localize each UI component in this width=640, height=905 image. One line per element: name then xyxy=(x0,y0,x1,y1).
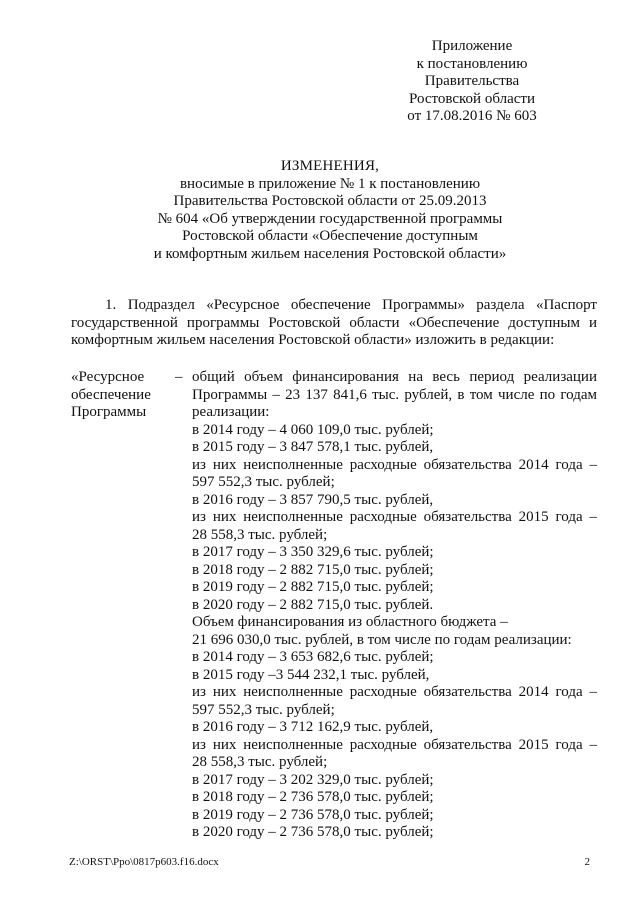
title-line: и комфортным жильем населения Ростовской области» xyxy=(153,245,507,262)
title-line: № 604 «Об утверждении государственной программы xyxy=(157,210,503,227)
content-line: 28 558,3 тыс. рублей; xyxy=(192,526,328,543)
content-line: в 2014 году – 4 060 109,0 тыс. рублей; xyxy=(192,421,434,438)
document-title xyxy=(120,158,540,264)
content-line: из них неисполненные расходные обязательства 2014 года – xyxy=(192,684,597,700)
appendix-line: Приложение xyxy=(431,38,513,54)
content-line: в 2018 году – 2 736 578,0 тыс. рублей; xyxy=(192,789,434,805)
content-line: из них неисполненные расходные обязательства 2015 года – xyxy=(192,736,597,753)
content-line: в 2015 году –3 544 232,1 тыс. рублей, xyxy=(192,666,430,683)
intro-line: государственной программы Ростовской области «Обеспечение доступным и xyxy=(71,314,597,331)
intro-paragraph xyxy=(71,297,597,350)
section-label-line: Программы xyxy=(71,404,147,420)
intro-line: комфортным жильем населения Ростовской области» изложить в редакции: xyxy=(71,332,555,348)
content-line: в 2016 году – 3 712 162,9 тыс. рублей, xyxy=(192,719,434,735)
content-line: из них неисполненные расходные обязательства 2014 года – xyxy=(192,456,597,473)
content-line: Объем финансирования из областного бюджета – xyxy=(192,614,508,630)
content-line: из них неисполненные расходные обязательства 2015 года – xyxy=(192,509,597,525)
title-line: Правительства Ростовской области от 25.09.2013 xyxy=(173,193,487,210)
section-label-line: «Ресурсное xyxy=(71,369,145,385)
content-line: общий объем финансирования на весь период реализации xyxy=(192,369,597,385)
appendix-line: к постановлению xyxy=(416,55,528,72)
section-label xyxy=(71,369,181,422)
content-line: в 2014 году – 3 653 682,6 тыс. рублей; xyxy=(192,649,434,665)
intro-line: 1. Подраздел «Ресурсное обеспечение Программы» раздела «Паспорт xyxy=(105,297,597,313)
content-line: в 2017 году – 3 350 329,6 тыс. рублей; xyxy=(192,544,434,560)
content-line: в 2016 году – 3 857 790,5 тыс. рублей, xyxy=(192,491,434,508)
content-line: в 2015 году – 3 847 578,1 тыс. рублей, xyxy=(192,439,434,455)
appendix-line: от 17.08.2016 № 603 xyxy=(407,108,537,124)
content-line: в 2020 году – 2 736 578,0 тыс. рублей; xyxy=(192,824,434,840)
content-line: 28 558,3 тыс. рублей; xyxy=(192,754,328,770)
title-line: Ростовской области «Обеспечение доступным xyxy=(182,228,478,245)
appendix-header xyxy=(362,38,582,126)
content-line: 597 552,3 тыс. рублей; xyxy=(192,474,335,490)
appendix-line: Ростовской области xyxy=(409,90,535,107)
content-line: в 2019 году – 2 736 578,0 тыс. рублей; xyxy=(192,806,434,823)
section-label-line: обеспечение xyxy=(71,386,151,403)
page-number: 2 xyxy=(584,856,590,868)
footer-file-path: Z:\ORST\Ppo\0817p603.f16.docx xyxy=(69,856,219,868)
content-line: 597 552,3 тыс. рублей; xyxy=(192,701,335,718)
section-content xyxy=(192,369,597,842)
content-line: реализации: xyxy=(192,404,270,420)
appendix-line: Правительства xyxy=(424,73,520,89)
content-line: в 2019 году – 2 882 715,0 тыс. рублей; xyxy=(192,579,434,595)
content-line: Программы – 23 137 841,6 тыс. рублей, в том числе по годам xyxy=(192,386,597,403)
title-line: вносимые в приложение № 1 к постановлению xyxy=(179,175,481,192)
title-main: ИЗМЕНЕНИЯ, xyxy=(280,158,380,174)
content-line: в 2020 году – 2 882 715,0 тыс. рублей. xyxy=(192,596,434,613)
content-line: в 2017 году – 3 202 329,0 тыс. рублей; xyxy=(192,771,434,788)
section-dash: – xyxy=(175,369,183,385)
content-line: 21 696 030,0 тыс. рублей, в том числе по годам реализации: xyxy=(192,631,572,648)
content-line: в 2018 году – 2 882 715,0 тыс. рублей; xyxy=(192,561,434,578)
